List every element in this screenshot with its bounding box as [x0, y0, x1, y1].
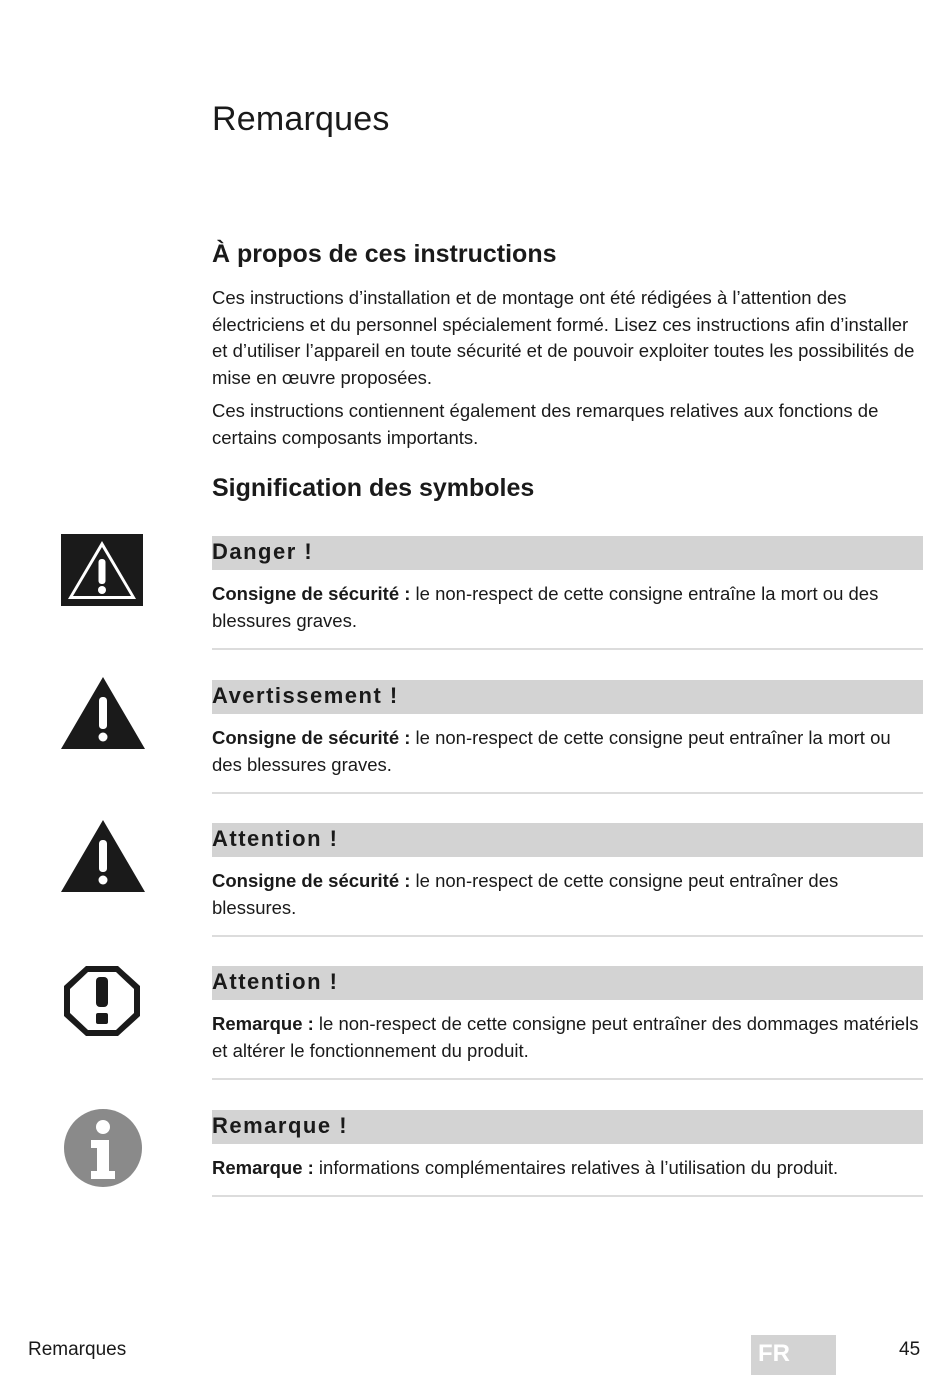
symbol-description	[212, 1155, 924, 1182]
symbol-label: Consigne de sécurité :	[212, 583, 411, 604]
caution-triangle-icon	[60, 820, 146, 906]
octagon-exclamation-icon	[60, 963, 146, 1049]
symbol-avertissement	[0, 677, 950, 802]
symbol-label: Remarque :	[212, 1013, 314, 1034]
symbol-title-bar	[212, 536, 923, 570]
symbol-remarque	[0, 1107, 950, 1232]
symbol-danger	[0, 533, 950, 658]
divider	[212, 935, 923, 937]
danger-warning-icon	[60, 533, 146, 619]
symbol-label: Consigne de sécurité :	[212, 870, 411, 891]
symbol-text: le non-respect de cette consigne peut entraîner des dommages matériels et altérer le fonctionnement du produit.	[212, 1013, 919, 1061]
divider	[212, 648, 923, 650]
symbol-text: le non-respect de cette consigne peut entraîner des blessures.	[212, 870, 839, 918]
symbol-description	[212, 1011, 924, 1064]
warning-triangle-icon	[60, 677, 146, 763]
about-paragraph-2: Ces instructions contiennent également des remarques relatives aux fonctions de certains composants importants.	[212, 400, 879, 448]
symbol-title: Attention !	[212, 969, 339, 994]
symbol-text: informations complémentaires relatives à l’utilisation du produit.	[313, 1157, 839, 1178]
symbol-description	[212, 725, 924, 778]
symbol-title: Attention !	[212, 826, 339, 851]
about-heading: À propos de ces instructions	[212, 240, 557, 268]
symbol-title-bar	[212, 966, 923, 1000]
symbol-label: Consigne de sécurité :	[212, 727, 411, 748]
divider	[212, 1195, 923, 1197]
divider	[212, 1078, 923, 1080]
symbol-description	[212, 581, 924, 634]
symbol-attention-damage	[0, 963, 950, 1088]
language-tab	[751, 1335, 836, 1375]
footer-section-label: Remarques	[28, 1339, 127, 1360]
page-title: Remarques	[212, 100, 390, 138]
symbol-text: le non-respect de cette consigne entraîne la mort ou des blessures graves.	[212, 583, 879, 631]
about-paragraph-1: Ces instructions d’installation et de montage ont été rédigées à l’attention des électriciens et du personnel spécialement formé. Lisez ces instructions afin d’installer et d’utiliser l’appareil en toute sécurité et de pouvoir exploiter toutes les possibilités de mise en œuvre proposées.	[212, 287, 915, 388]
info-icon	[60, 1107, 146, 1193]
symbol-attention-injury	[0, 820, 950, 945]
language-code: FR	[758, 1340, 790, 1367]
symbol-text: le non-respect de cette consigne peut entraîner la mort ou des blessures graves.	[212, 727, 891, 775]
symbol-label: Remarque :	[212, 1157, 314, 1178]
symbol-description	[212, 868, 924, 921]
symbol-title-bar	[212, 1110, 923, 1144]
page-number: 45	[899, 1339, 921, 1360]
symbol-title: Remarque !	[212, 1113, 349, 1138]
symbol-title-bar	[212, 680, 923, 714]
symbol-title-bar	[212, 823, 923, 857]
symbols-heading: Signification des symboles	[212, 474, 535, 502]
symbol-title: Danger !	[212, 539, 314, 564]
symbol-title: Avertissement !	[212, 683, 399, 708]
divider	[212, 792, 923, 794]
